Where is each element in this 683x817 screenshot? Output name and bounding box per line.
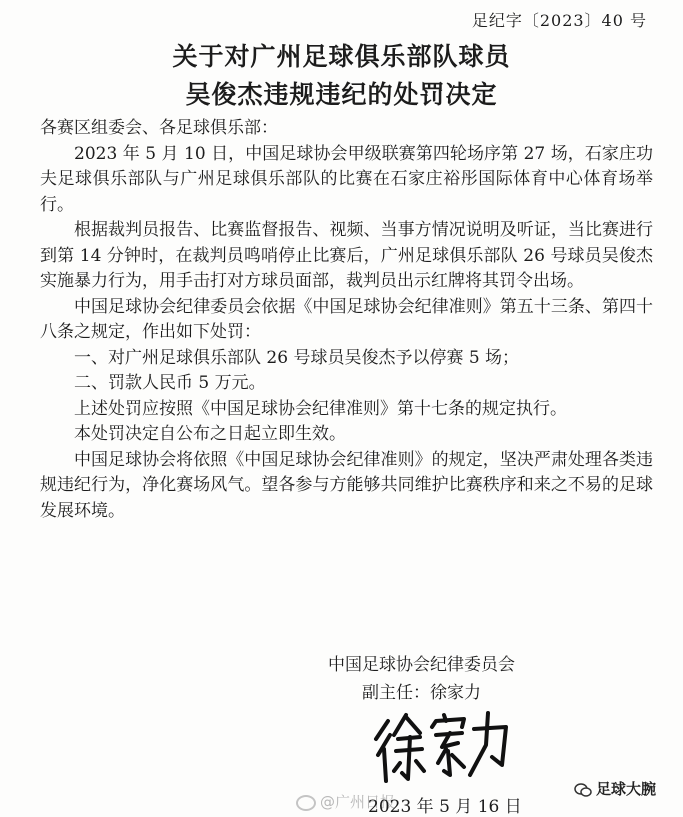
- paragraph-incident: 根据裁判员报告、比赛监督报告、视频、当事方情况说明及听证，当比赛进行到第 14 分钟时，在裁判员鸣哨停止比赛后，广州足球俱乐部队 26 号球员吴俊杰实施暴力行为，用手击打对方球员面部，裁判员出示红牌将其罚令出场。: [40, 220, 653, 291]
- wechat-icon: [574, 782, 592, 798]
- salutation: 各赛区组委会、各足球俱乐部：: [40, 118, 278, 138]
- issue-date: 2023 年 5 月 16 日: [368, 797, 522, 817]
- weibo-handle: @广州日报: [320, 793, 396, 811]
- paragraph-execution: 上述处罚应按照《中国足球协会纪律准则》第十七条的规定执行。: [74, 398, 567, 419]
- document-title: [0, 38, 683, 114]
- document-number: 足纪字〔2023〕40 号: [471, 11, 647, 30]
- handwritten-signature: [366, 705, 516, 787]
- paragraph-basis: 中国足球协会纪律委员会依据《中国足球协会纪律准则》第五十三条、第四十八条之规定，作出如下处罚：: [40, 296, 653, 342]
- penalty-suspension: 一、对广州足球俱乐部队 26 号球员吴俊杰予以停赛 5 场；: [74, 347, 520, 368]
- title-line-2: 吴俊杰违规违纪的处罚决定: [185, 80, 498, 109]
- weibo-icon: [296, 795, 316, 811]
- wechat-watermark: [574, 778, 656, 799]
- penalty-fine: 二、罚款人民币 5 万元。: [74, 373, 266, 393]
- paragraph-match-info: 2023 年 5 月 10 日，中国足球协会甲级联赛第四轮场序第 27 场，石家庄功夫足球俱乐部队与广州足球俱乐部队的比赛在石家庄裕彤国际体育中心体育场举行。: [40, 143, 653, 215]
- issuing-committee: 中国足球协会纪律委员会: [328, 655, 515, 675]
- title-line-1: 关于对广州足球俱乐部队球员: [172, 42, 511, 71]
- document-body: [40, 116, 653, 524]
- paragraph-statement: 中国足球协会将依照《中国足球协会纪律准则》的规定，坚决严肃处理各类违规违纪行为，净化赛场风气。望各参与方能够共同维护比赛秩序和来之不易的足球发展环境。: [40, 449, 653, 521]
- paragraph-effective: 本处罚决定自公布之日起立即生效。: [74, 424, 346, 444]
- wechat-account: 足球大腕: [596, 780, 657, 798]
- vice-chair: 副主任：徐家力: [362, 683, 481, 703]
